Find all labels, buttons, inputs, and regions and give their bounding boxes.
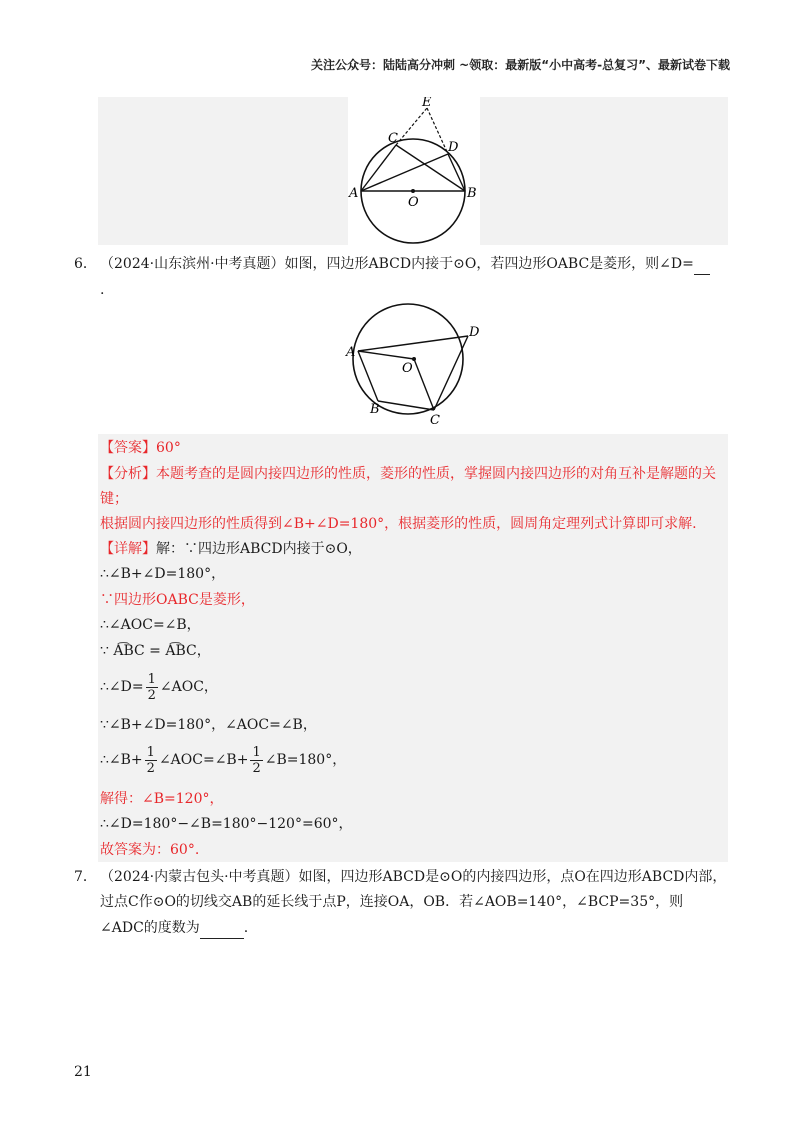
q7-blank: [200, 918, 244, 939]
q7-line3-end: .: [243, 920, 249, 936]
answer-line: 【答案】60°: [100, 440, 181, 456]
q7-line3-text: ∠ADC的度数为: [100, 920, 200, 936]
fig2-label-A: A: [346, 345, 356, 360]
fig1-label-O: O: [408, 195, 419, 210]
fig1-label-D: D: [448, 140, 459, 155]
step-5-pre: ∴∠D=: [100, 679, 144, 695]
q7-line2: 过点C作⊙O的切线交AB的延长线于点P，连接OA，OB．若∠AOB=140°，∠BCP=35°，则: [100, 894, 684, 910]
analysis-line-3: 根据圆内接四边形的性质得到∠B+∠D=180°，根据菱形的性质，圆周角定理列式计算即可求解.: [100, 516, 697, 532]
fig1-label-E: E: [422, 97, 432, 110]
detail-head: [100, 539, 362, 559]
fraction-denominator: 2: [146, 760, 155, 776]
step-8: 解得：∠B=120°，: [100, 791, 224, 807]
step-5-post: ∠AOC，: [159, 679, 218, 695]
step-5: [100, 670, 218, 704]
fig1-label-B: B: [467, 186, 477, 201]
fig1-label-A: A: [349, 186, 359, 201]
page-number: 21: [74, 1064, 92, 1080]
detail-text: 解：∵四边形ABCD内接于⊙O，: [156, 541, 362, 557]
step-7-a: ∴∠B+: [100, 752, 143, 768]
fig1-label-C: C: [388, 131, 398, 146]
page-header: 关注公众号：陆陆高分冲刺 ~领取：最新版“小中高考-总复习”、最新试卷下载: [311, 58, 730, 72]
fig2-label-D: D: [469, 325, 480, 340]
q6-line1: （2024·山东滨州·中考真题）如图，四边形ABCD内接于⊙O，若四边形OABC是菱形，则∠D=: [100, 256, 694, 272]
fraction-numerator: 1: [252, 744, 261, 760]
analysis-line-1: 【分析】本题考查的是圆内接四边形的性质，菱形的性质，掌握圆内接四边形的对角互补是解题的关: [100, 466, 716, 482]
fraction-half-2: [145, 745, 157, 776]
q6-blank: [694, 254, 710, 275]
fraction-denominator: 2: [252, 760, 261, 776]
step-2: ∵四边形OABC是菱形，: [100, 592, 255, 608]
fraction-half: [146, 672, 158, 703]
figure-1: [348, 97, 480, 245]
q7-line1: （2024·内蒙古包头·中考真题）如图，四边形ABCD是⊙O的内接四边形，点O在四边形ABCD内部，: [100, 869, 727, 885]
step-3: ∴∠AOC=∠B，: [100, 617, 201, 633]
step-7-c: ∠B=180°，: [264, 752, 347, 768]
analysis-line-2: 键；: [100, 491, 128, 507]
fraction-half-3: [250, 745, 262, 776]
q6-text: [100, 254, 710, 275]
fraction-denominator: 2: [147, 687, 156, 703]
figure-2: [344, 300, 484, 428]
fraction-numerator: 1: [147, 671, 156, 687]
fig2-label-B: B: [370, 402, 380, 417]
q7-line3: [100, 918, 248, 939]
q6-line2: .: [100, 282, 105, 298]
step-7: [100, 743, 346, 777]
step-9: ∴∠D=180°−∠B=180°−120°=60°，: [100, 816, 353, 832]
fig2-label-C: C: [430, 413, 440, 428]
step-6: ∵∠B+∠D=180°，∠AOC=∠B，: [100, 717, 317, 733]
step-7-b: ∠AOC=∠B+: [158, 752, 249, 768]
q6-number: 6．: [74, 256, 97, 272]
fig2-label-O: O: [402, 361, 413, 376]
step-1: ∴∠B+∠D=180°，: [100, 566, 226, 582]
q7-number: 7．: [74, 869, 97, 885]
fraction-numerator: 1: [146, 744, 155, 760]
detail-label: 【详解】: [100, 541, 156, 557]
step-10: 故答案为：60°.: [100, 842, 200, 858]
step-4: ∵ A͡BC = A͡BC，: [100, 643, 211, 659]
